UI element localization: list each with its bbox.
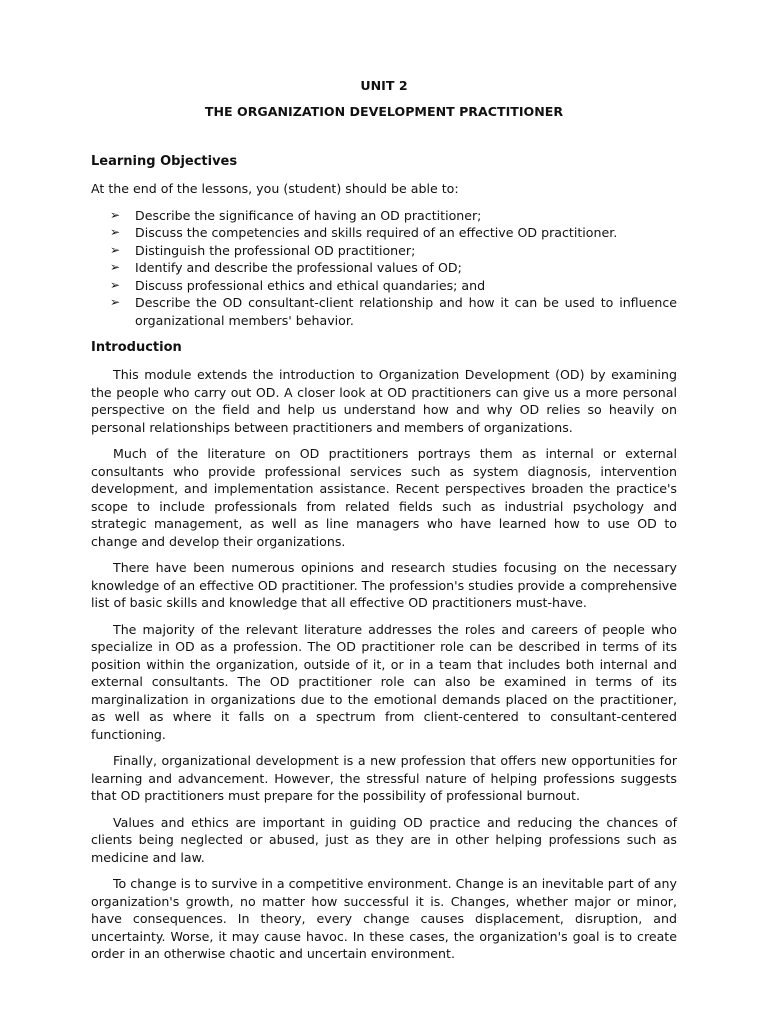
objective-text: Describe the significance of having an OD practitioner; xyxy=(135,207,482,223)
learning-objectives-heading: Learning Objectives xyxy=(91,154,238,169)
list-item xyxy=(91,224,677,242)
paragraph: This module extends the introduction to Organization Development (OD) by examining the people who carry out OD. A closer look at OD practitioners can give us a more personal perspective on the field and help us understand how and why OD relies so heavily on personal relationships between practitioners and members of organizations. xyxy=(91,367,677,435)
paragraph: Values and ethics are important in guiding OD practice and reducing the chances of clients being neglected or abused, just as they are in other helping professions such as medicine and law. xyxy=(91,814,677,865)
arrow-bullet-icon: ➢ xyxy=(110,242,121,257)
objective-text: Discuss professional ethics and ethical quandaries; and xyxy=(135,277,486,293)
paragraph: Much of the literature on OD practitioners portrays them as internal or external consultants who provide professional services such as system diagnosis, intervention development, and implementation assistance. Recent perspectives broaden the practice's scope to include professionals from related fields such as industrial psychology and strategic management, as well as line managers who have learned how to use OD to change and develop their organizations. xyxy=(91,446,677,549)
introduction-heading: Introduction xyxy=(91,340,182,355)
arrow-bullet-icon: ➢ xyxy=(110,225,121,239)
unit-label: UNIT 2 xyxy=(360,78,408,93)
objectives-intro: At the end of the lessons, you (student) should be able to: xyxy=(91,181,459,196)
paragraph: There have been numerous opinions and research studies focusing on the necessary knowledge of an effective OD practitioner. The profession's studies provide a comprehensive list of basic skills and knowledge that all effective OD practitioners must-have. xyxy=(91,560,677,610)
list-item xyxy=(91,242,677,260)
list-item xyxy=(91,207,677,225)
page-title: THE ORGANIZATION DEVELOPMENT PRACTITIONER xyxy=(204,104,564,119)
objective-text: Describe the OD consultant-client relationship and how it can be used to influence organizational members' behavior. xyxy=(135,295,677,328)
paragraph: The majority of the relevant literature addresses the roles and careers of people who specialize in OD as a profession. The OD practitioner role can be described in terms of its position within the organization, outside of it, or in a team that includes both internal and external consultants. The OD practitioner role can also be examined in terms of its marginalization in organizations due to the emotional demands placed on the practitioner, as well as where it falls on a spectrum from client-centered to consultant-centered functioning. xyxy=(91,621,677,742)
arrow-bullet-icon: ➢ xyxy=(110,295,121,309)
objective-text: Identify and describe the professional values of OD; xyxy=(135,260,462,275)
paragraph: Finally, organizational development is a new profession that offers new opportunities for learning and advancement. However, the stressful nature of helping professions suggests that OD practitioners must prepare for the possibility of professional burnout. xyxy=(91,753,677,803)
arrow-bullet-icon: ➢ xyxy=(110,277,121,292)
list-item xyxy=(91,259,677,277)
paragraph: To change is to survive in a competitive environment. Change is an inevitable part of any organization's growth, no matter how successful it is. Changes, whether major or minor, have consequences. In theory, every change causes displacement, disruption, and uncertainty. Worse, it may cause havoc. In these cases, the organization's goal is to create order in an otherwise chaotic and uncertain environment. xyxy=(91,876,677,961)
list-item xyxy=(91,294,677,329)
list-item xyxy=(91,277,677,295)
objective-text: Distinguish the professional OD practitioner; xyxy=(135,242,416,258)
objective-text: Discuss the competencies and skills required of an effective OD practitioner. xyxy=(135,225,618,240)
objectives-list xyxy=(91,207,677,330)
arrow-bullet-icon: ➢ xyxy=(110,260,121,274)
arrow-bullet-icon: ➢ xyxy=(110,207,121,222)
